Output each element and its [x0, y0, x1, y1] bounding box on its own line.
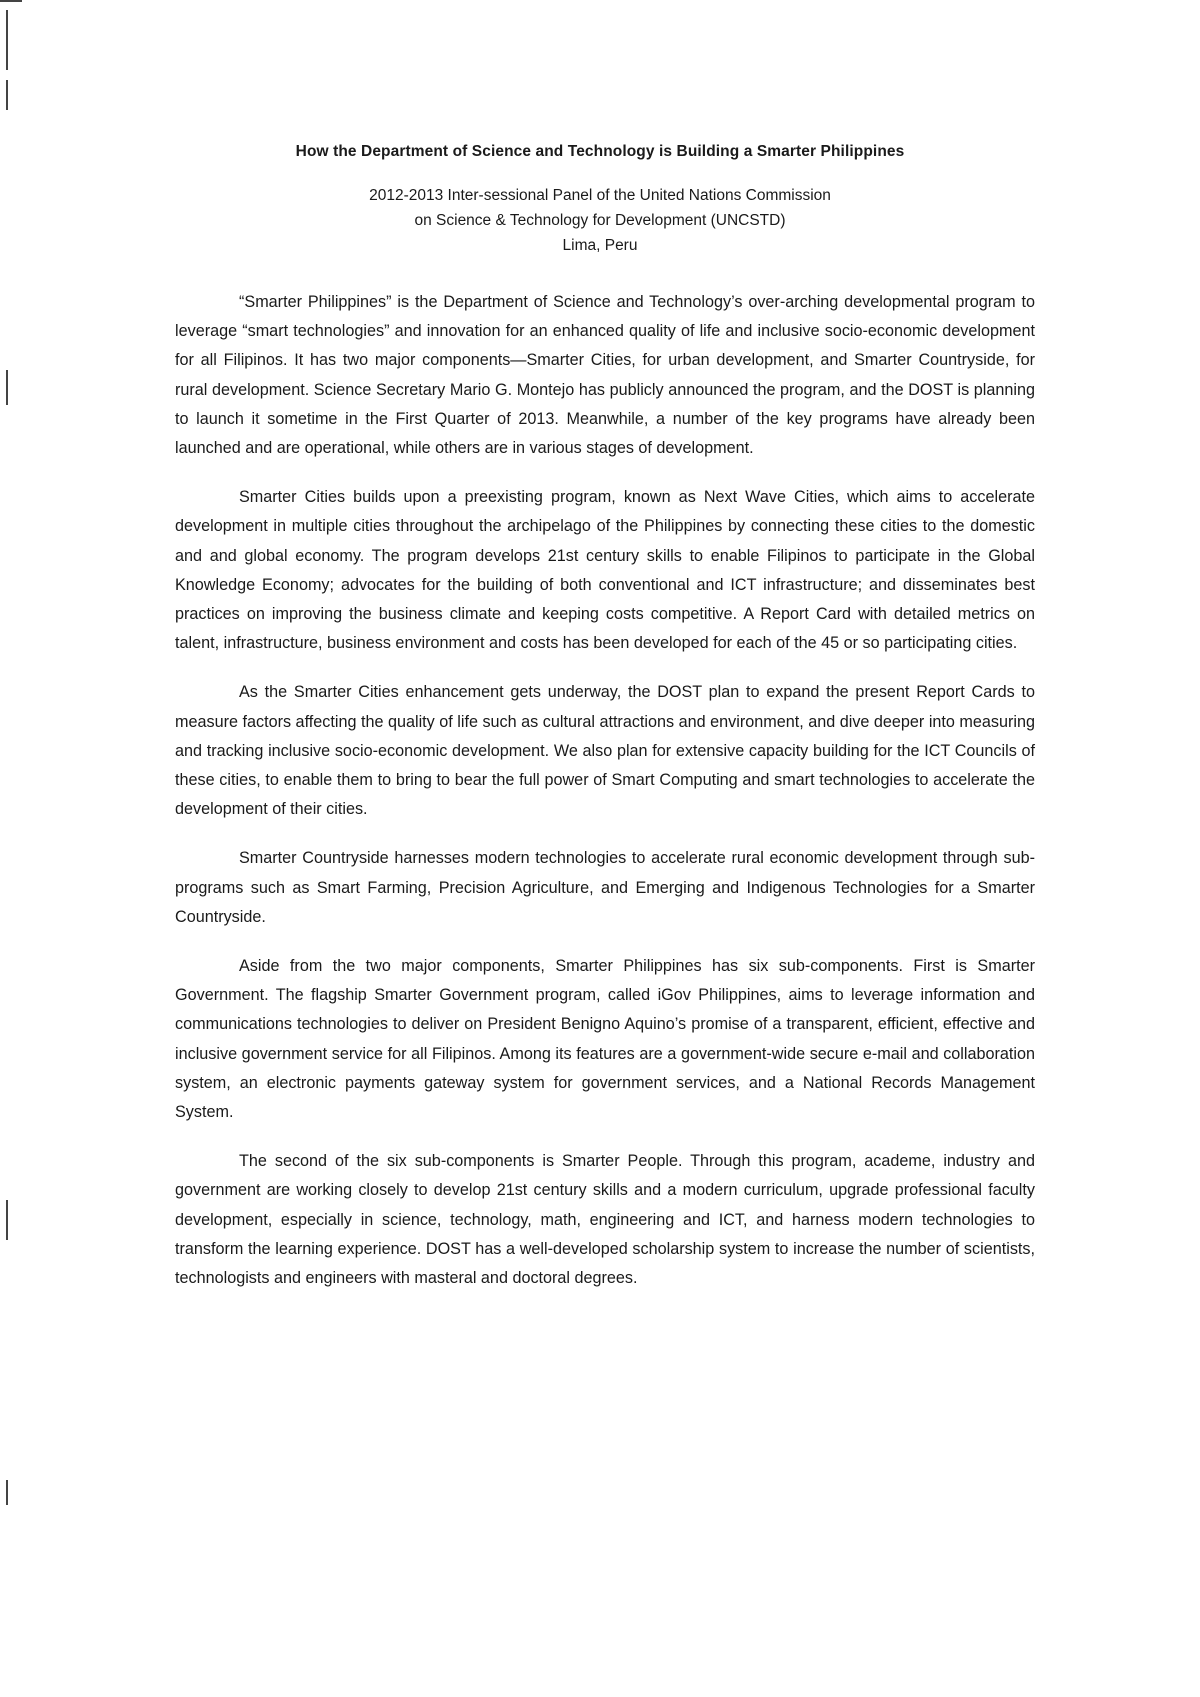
paragraph-smarter-countryside: Smarter Countryside harnesses modern technologies to accelerate rural economic development through sub-programs such as Smart Farming, Precision Agriculture, and Emerging and Indigenous Technologies for a Smarter Countryside.	[175, 849, 1035, 926]
document-title: How the Department of Science and Technology is Building a Smarter Philippines	[295, 143, 905, 160]
paragraph-smarter-people: The second of the six sub-components is Smarter People. Through this program, academe, industry and government are working closely to develop 21st century skills and a modern curriculum, upgrade professional faculty development, especially in science, technology, math, engineering and ICT, and harness modern technologies to transform the learning experience. DOST has a well-developed scholarship system to increase the number of scientists, technologists and engineers with masteral and doctoral degrees.	[175, 1152, 1035, 1288]
document-body	[175, 288, 1035, 1313]
scan-artifact	[0, 0, 22, 2]
scan-artifact	[6, 10, 8, 70]
scan-artifact	[6, 80, 8, 110]
paragraph-smarter-government: Aside from the two major components, Smarter Philippines has six sub-components. First is Smarter Government. The flagship Smarter Government program, called iGov Philippines, aims to leverage information and communications technologies to deliver on President Benigno Aquino’s promise of a transparent, efficient, effective and inclusive government service for all Filipinos. Among its features are a government-wide secure e-mail and collaboration system, an electronic payments gateway system for government services, and a National Records Management System.	[175, 957, 1035, 1122]
scan-artifact	[6, 1480, 8, 1505]
subtitle-line-1: 2012-2013 Inter-sessional Panel of the United Nations Commission	[369, 187, 831, 204]
paragraph-intro: “Smarter Philippines” is the Department of Science and Technology’s over-arching developmental program to leverage “smart technologies” and innovation for an enhanced quality of life and inclusive socio-economic development for all Filipinos. It has two major components—Smarter Cities, for urban development, and Smarter Countryside, for rural development. Science Secretary Mario G. Montejo has publicly announced the program, and the DOST is planning to launch it sometime in the First Quarter of 2013. Meanwhile, a number of the key programs have already been launched and are operational, while others are in various stages of development.	[175, 293, 1035, 458]
subtitle-line-2: on Science & Technology for Development (UNCSTD)	[414, 212, 786, 229]
document-header	[160, 143, 1040, 258]
subtitle-line-3: Lima, Peru	[562, 237, 638, 254]
paragraph-report-cards: As the Smarter Cities enhancement gets underway, the DOST plan to expand the present Report Cards to measure factors affecting the quality of life such as cultural attractions and environment, and dive deeper into measuring and tracking inclusive socio-economic development. We also plan for extensive capacity building for the ICT Councils of these cities, to enable them to bring to bear the full power of Smart Computing and smart technologies to accelerate the development of their cities.	[175, 683, 1035, 819]
paragraph-smarter-cities: Smarter Cities builds upon a preexisting program, known as Next Wave Cities, which aims to accelerate development in multiple cities throughout the archipelago of the Philippines by connecting these cities to the domestic and and global economy. The program develops 21st century skills to enable Filipinos to participate in the Global Knowledge Economy; advocates for the building of both conventional and ICT infrastructure; and disseminates best practices on improving the business climate and keeping costs competitive. A Report Card with detailed metrics on talent, infrastructure, business environment and costs has been developed for each of the 45 or so participating cities.	[175, 488, 1035, 653]
scan-artifact	[6, 1200, 8, 1240]
scan-artifact	[6, 370, 8, 405]
